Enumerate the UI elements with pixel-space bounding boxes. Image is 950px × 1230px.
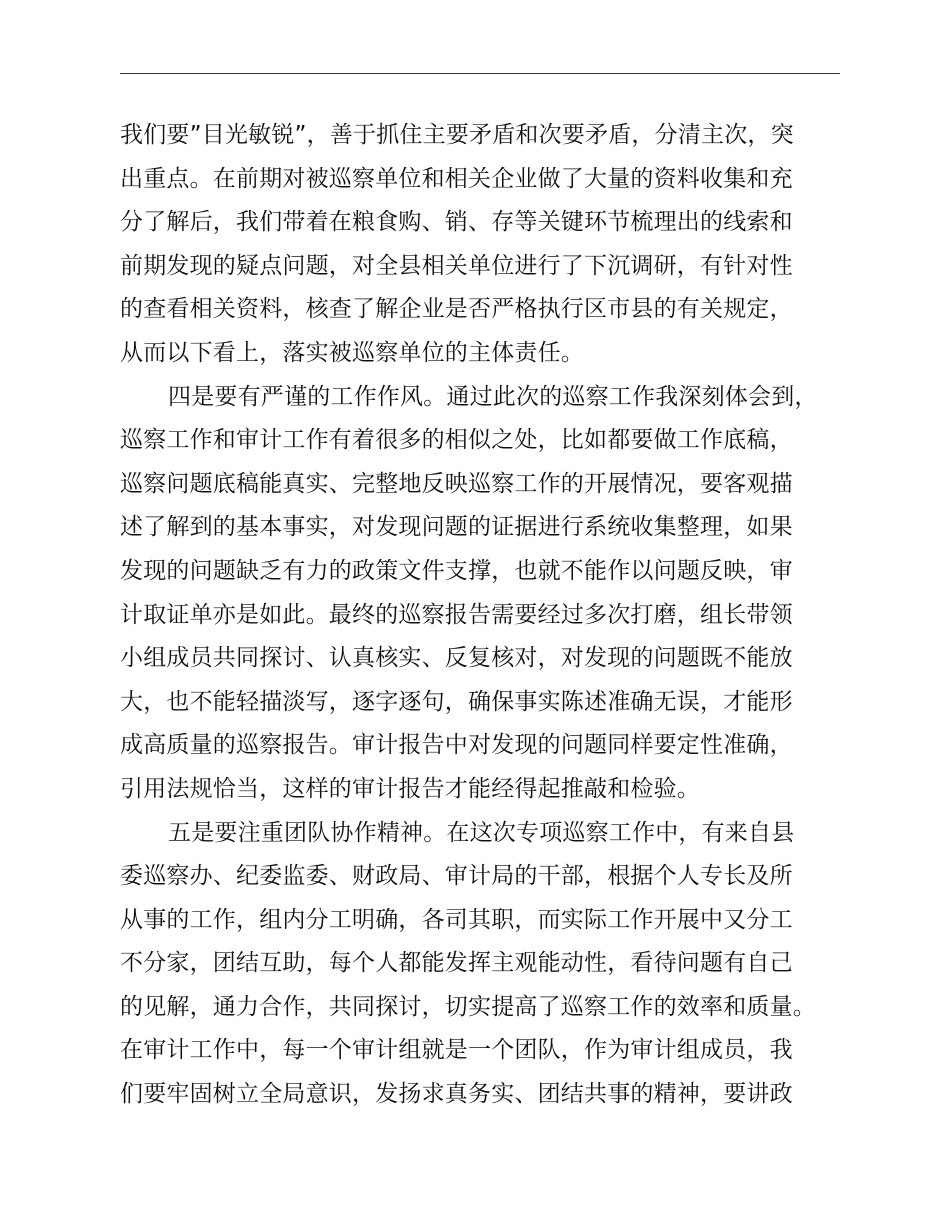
text-line: 巡察问题底稿能真实、完整地反映巡察工作的开展情况，要客观描 [120, 470, 793, 497]
text-line: 大，也不能轻描淡写，逐字逐句，确保事实陈述准确无误，才能形 [120, 688, 793, 715]
text-line: 成高质量的巡察报告。审计报告中对发现的问题同样要定性准确， [120, 732, 793, 759]
text-line: 述了解到的基本事实，对发现问题的证据进行系统收集整理，如果 [120, 514, 793, 541]
text-line: 巡察工作和审计工作有着很多的相似之处，比如都要做工作底稿， [120, 427, 793, 454]
text-line: 计取证单亦是如此。最终的巡察报告需要经过多次打磨，组长带领 [120, 601, 793, 628]
text-line: 前期发现的疑点问题，对全县相关单位进行了下沉调研，有针对性 [120, 252, 793, 279]
text-line: 不分家，团结互助，每个人都能发挥主观能动性，看待问题有自己 [120, 950, 793, 977]
text-line: 发现的问题缺乏有力的政策文件支撑，也就不能作以问题反映，审 [120, 557, 793, 584]
text-line: 的查看相关资料，核查了解企业是否严格执行区市县的有关规定， [120, 296, 793, 323]
paragraph-start-line: 五是要注重团队协作精神。在这次专项巡察工作中，有来自县 [168, 819, 795, 846]
document-body [120, 114, 880, 1117]
text-line: 分了解后，我们带着在粮食购、销、存等关键环节梳理出的线索和 [120, 209, 793, 236]
text-line: 的见解，通力合作，共同探讨，切实提高了巡察工作的效率和质量。 [120, 993, 816, 1020]
text-line: 从事的工作，组内分工明确，各司其职，而实际工作开展中又分工 [120, 906, 793, 933]
text-line: 们要牢固树立全局意识，发扬求真务实、团结共事的精神，要讲政 [120, 1081, 793, 1108]
text-line: 我们要”目光敏锐”，善于抓住主要矛盾和次要矛盾，分清主次，突 [120, 122, 794, 148]
text-line: 委巡察办、纪委监委、财政局、审计局的干部，根据个人专长及所 [120, 863, 793, 890]
paragraph-start-line: 四是要有严谨的工作作风。通过此次的巡察工作我深刻体会到， [168, 383, 818, 410]
text-line: 出重点。在前期对被巡察单位和相关企业做了大量的资料收集和充 [120, 165, 793, 192]
text-line: 从而以下看上，落实被巡察单位的主体责任。 [120, 339, 584, 366]
text-line: 引用法规恰当，这样的审计报告才能经得起推敲和检验。 [120, 775, 700, 802]
header-rule [120, 73, 840, 74]
text-line: 小组成员共同探讨、认真核实、反复核对，对发现的问题既不能放 [120, 645, 793, 672]
text-line: 在审计工作中，每一个审计组就是一个团队，作为审计组成员，我 [120, 1037, 793, 1064]
